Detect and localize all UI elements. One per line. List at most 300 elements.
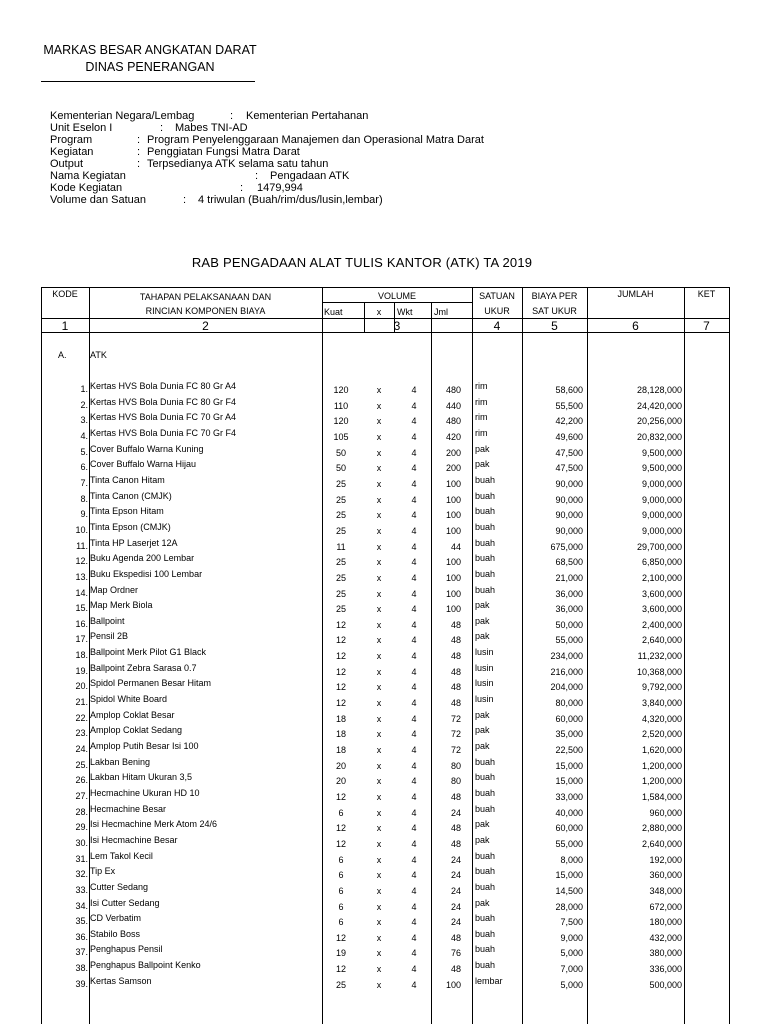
item-wkt: 4 xyxy=(411,510,417,521)
item-unit: rim xyxy=(475,412,488,423)
item-total: 1,200,000 xyxy=(641,760,682,771)
info-separator: : xyxy=(160,122,164,134)
item-price: 204,000 xyxy=(550,682,583,693)
item-price: 90,000 xyxy=(555,525,583,536)
item-price: 28,000 xyxy=(555,901,583,912)
item-kuat: 6 xyxy=(338,901,344,912)
item-total: 3,840,000 xyxy=(641,698,682,708)
item-wkt: 4 xyxy=(411,385,417,395)
header-wkt: Wkt xyxy=(397,307,413,317)
item-number: 31. xyxy=(75,853,88,864)
table-row xyxy=(41,602,730,618)
item-number: 3. xyxy=(80,415,88,426)
item-price: 58,600 xyxy=(555,385,583,395)
header-tahapan-1: TAHAPAN PELAKSANAAN DAN xyxy=(139,292,272,302)
info-value: 4 triwulan (Buah/rim/dus/lusin,lembar) xyxy=(198,194,383,206)
item-number: 5. xyxy=(80,446,88,457)
item-total: 9,792,000 xyxy=(641,682,682,693)
item-unit: buah xyxy=(475,506,496,517)
item-number: 6. xyxy=(80,462,88,473)
item-name: Hecmachine Besar xyxy=(90,803,167,814)
item-jml: 24 xyxy=(450,870,461,881)
item-kuat: 12 xyxy=(335,619,346,630)
item-number: 25. xyxy=(75,759,88,770)
item-x: x xyxy=(376,416,382,427)
item-kuat: 6 xyxy=(338,807,344,818)
item-price: 40,000 xyxy=(555,807,583,818)
item-unit: pak xyxy=(475,631,490,642)
item-x: x xyxy=(376,932,382,943)
table-row xyxy=(41,568,730,587)
item-total: 500,000 xyxy=(649,979,682,990)
item-wkt: 4 xyxy=(411,932,417,943)
item-jml: 80 xyxy=(450,760,461,771)
item-total: 9,000,000 xyxy=(641,525,682,536)
item-wkt: 4 xyxy=(411,494,417,505)
item-x: x xyxy=(376,744,382,755)
item-unit: pak xyxy=(475,819,490,830)
col-number-2: 2 xyxy=(202,319,209,333)
item-unit: pak xyxy=(475,834,490,845)
item-number: 15. xyxy=(75,603,88,614)
header-satuan-1: SATUAN xyxy=(479,291,515,301)
item-x: x xyxy=(376,604,382,615)
header-kode: KODE xyxy=(52,289,78,299)
item-name: Isi Hecmachine Besar xyxy=(90,834,178,845)
table-row xyxy=(41,615,730,634)
item-unit: pak xyxy=(475,709,490,720)
item-jml: 100 xyxy=(445,510,461,521)
item-number: 14. xyxy=(75,587,88,598)
item-unit: pak xyxy=(475,443,490,454)
item-total: 348,000 xyxy=(649,885,682,896)
item-total: 11,232,000 xyxy=(637,651,682,662)
item-unit: buah xyxy=(475,474,496,485)
header-x: x xyxy=(376,307,382,317)
item-number: 32. xyxy=(75,869,88,880)
item-wkt: 4 xyxy=(411,885,417,896)
item-wkt: 4 xyxy=(411,604,417,615)
item-price: 15,000 xyxy=(555,760,583,771)
table-top-border xyxy=(41,287,730,288)
item-kuat: 18 xyxy=(335,713,346,724)
item-kuat: 12 xyxy=(335,823,346,834)
item-jml: 72 xyxy=(450,744,461,755)
item-kuat: 25 xyxy=(335,494,346,505)
item-x: x xyxy=(376,791,382,802)
item-price: 35,000 xyxy=(555,729,583,740)
item-kuat: 25 xyxy=(335,557,346,568)
item-price: 55,500 xyxy=(555,400,583,411)
header-tahapan-2: RINCIAN KOMPONEN BIAYA xyxy=(145,306,266,316)
item-name: Kertas HVS Bola Dunia FC 80 Gr A4 xyxy=(90,381,237,391)
item-number: 22. xyxy=(75,712,88,723)
item-kuat: 12 xyxy=(335,791,346,802)
item-kuat: 12 xyxy=(335,932,346,943)
item-wkt: 4 xyxy=(411,948,417,959)
item-number: 19. xyxy=(75,665,88,676)
item-name: Penghapus Pensil xyxy=(90,944,163,955)
item-jml: 480 xyxy=(445,416,461,427)
header-volume: VOLUME xyxy=(377,291,416,301)
item-price: 49,600 xyxy=(555,431,583,442)
item-number: 4. xyxy=(80,430,88,441)
item-wkt: 4 xyxy=(411,854,417,865)
item-x: x xyxy=(376,838,382,849)
item-wkt: 4 xyxy=(411,416,417,427)
item-total: 9,500,000 xyxy=(641,447,682,458)
item-kuat: 18 xyxy=(335,729,346,740)
item-price: 90,000 xyxy=(555,510,583,521)
info-value: Program Penyelenggaraan Manajemen dan Operasional Matra Darat xyxy=(147,134,484,146)
item-kuat: 20 xyxy=(335,760,346,771)
item-wkt: 4 xyxy=(411,682,417,693)
item-wkt: 4 xyxy=(411,588,417,599)
item-x: x xyxy=(376,979,382,990)
item-x: x xyxy=(376,713,382,724)
item-total: 20,256,000 xyxy=(636,416,682,427)
item-number: 1. xyxy=(80,384,88,394)
item-wkt: 4 xyxy=(411,870,417,881)
item-jml: 24 xyxy=(450,917,461,928)
item-kuat: 6 xyxy=(338,870,344,881)
table-row xyxy=(41,975,730,994)
item-kuat: 6 xyxy=(338,885,344,896)
item-wkt: 4 xyxy=(411,917,417,928)
item-price: 21,000 xyxy=(555,572,583,583)
item-total: 2,640,000 xyxy=(641,635,682,646)
item-x: x xyxy=(376,400,382,411)
item-price: 47,500 xyxy=(555,463,583,474)
item-jml: 48 xyxy=(450,698,461,708)
section-row xyxy=(41,350,730,366)
item-name: Amplop Coklat Besar xyxy=(90,709,175,720)
item-name: Hecmachine Ukuran HD 10 xyxy=(90,787,200,798)
info-label: Volume dan Satuan xyxy=(50,194,147,206)
col-number-6: 6 xyxy=(632,319,639,333)
item-x: x xyxy=(376,463,382,474)
header-jumlah: JUMLAH xyxy=(617,289,654,299)
item-kuat: 19 xyxy=(335,948,346,959)
info-label: Output xyxy=(50,158,84,170)
item-x: x xyxy=(376,510,382,521)
item-jml: 480 xyxy=(445,385,461,395)
item-x: x xyxy=(376,807,382,818)
item-x: x xyxy=(376,619,382,630)
item-price: 36,000 xyxy=(555,588,583,599)
item-number: 17. xyxy=(75,634,88,645)
item-price: 68,500 xyxy=(555,557,583,568)
header-kuat: Kuat xyxy=(324,307,343,317)
table-row xyxy=(41,897,730,916)
item-jml: 24 xyxy=(450,885,461,896)
item-number: 26. xyxy=(75,775,88,786)
item-wkt: 4 xyxy=(411,635,417,646)
item-x: x xyxy=(376,917,382,928)
info-separator: : xyxy=(183,194,187,206)
item-wkt: 4 xyxy=(411,838,417,849)
item-x: x xyxy=(376,541,382,552)
item-number: 30. xyxy=(75,837,88,848)
item-number: 18. xyxy=(75,650,88,661)
info-value: Terpsedianya ATK selama satu tahun xyxy=(147,158,329,170)
info-value: Pengadaan ATK xyxy=(270,170,350,182)
item-total: 3,600,000 xyxy=(641,604,682,615)
item-name: Tinta Canon (CMJK) xyxy=(90,490,172,501)
col-number-5: 5 xyxy=(551,319,558,333)
info-separator: : xyxy=(230,110,234,122)
item-unit: buah xyxy=(475,944,496,955)
col-number-3: 3 xyxy=(393,319,401,333)
item-unit: lusin xyxy=(475,662,494,673)
section-code: A. xyxy=(58,350,67,360)
item-total: 29,700,000 xyxy=(636,541,682,552)
item-x: x xyxy=(376,635,382,646)
item-kuat: 50 xyxy=(335,463,346,474)
item-price: 50,000 xyxy=(555,619,583,630)
item-total: 9,500,000 xyxy=(641,463,682,474)
item-wkt: 4 xyxy=(411,979,417,990)
item-wkt: 4 xyxy=(411,619,417,630)
item-jml: 72 xyxy=(450,729,461,740)
item-number: 35. xyxy=(75,916,88,927)
col-number-4: 4 xyxy=(493,319,501,333)
item-jml: 48 xyxy=(450,666,461,677)
item-unit: rim xyxy=(475,381,488,391)
item-name: Tinta Canon Hitam xyxy=(90,474,165,485)
item-name: Kertas HVS Bola Dunia FC 70 Gr F4 xyxy=(90,427,237,438)
item-jml: 100 xyxy=(445,572,461,583)
item-unit: buah xyxy=(475,568,496,579)
item-total: 24,420,000 xyxy=(636,400,682,411)
item-total: 180,000 xyxy=(649,917,682,928)
table-row xyxy=(41,850,730,869)
item-kuat: 12 xyxy=(335,651,346,662)
item-jml: 48 xyxy=(450,635,461,646)
item-total: 9,000,000 xyxy=(641,510,682,521)
item-total: 4,320,000 xyxy=(641,713,682,724)
item-kuat: 120 xyxy=(333,385,349,395)
item-x: x xyxy=(376,901,382,912)
item-price: 90,000 xyxy=(555,478,583,489)
item-total: 2,880,000 xyxy=(641,823,682,834)
item-unit: buah xyxy=(475,881,496,892)
item-unit: buah xyxy=(475,850,496,861)
item-number: 11. xyxy=(76,540,88,551)
item-jml: 80 xyxy=(450,776,461,787)
item-number: 13. xyxy=(75,571,88,582)
item-number: 28. xyxy=(75,806,88,817)
item-total: 336,000 xyxy=(649,964,682,975)
item-jml: 24 xyxy=(450,901,461,912)
item-x: x xyxy=(376,776,382,787)
item-total: 380,000 xyxy=(649,948,682,959)
item-jml: 440 xyxy=(445,400,461,411)
item-jml: 48 xyxy=(450,791,461,802)
item-number: 23. xyxy=(75,728,88,739)
item-jml: 48 xyxy=(450,838,461,849)
item-jml: 100 xyxy=(445,478,461,489)
item-jml: 200 xyxy=(445,463,461,474)
org-underline xyxy=(41,81,255,82)
item-wkt: 4 xyxy=(411,744,417,755)
item-x: x xyxy=(376,557,382,568)
item-wkt: 4 xyxy=(411,901,417,912)
item-kuat: 11 xyxy=(336,541,346,552)
volume-sub-border xyxy=(322,302,472,303)
info-separator: : xyxy=(137,146,141,158)
info-label: Nama Kegiatan xyxy=(50,170,126,182)
item-number: 34. xyxy=(75,900,88,911)
info-label: Kode Kegiatan xyxy=(50,182,123,194)
item-unit: buah xyxy=(475,787,496,798)
item-unit: lusin xyxy=(475,694,494,704)
item-unit: pak xyxy=(475,600,490,611)
item-name: Pensil 2B xyxy=(90,631,129,642)
item-name: Kertas HVS Bola Dunia FC 80 Gr F4 xyxy=(90,396,237,407)
item-name: Tip Ex xyxy=(90,866,116,877)
item-total: 192,000 xyxy=(649,854,682,865)
info-separator: : xyxy=(255,170,259,182)
item-name: Spidol Permanen Besar Hitam xyxy=(90,678,212,689)
item-name: Cutter Sedang xyxy=(90,881,149,892)
item-wkt: 4 xyxy=(411,791,417,802)
col-number-1: 1 xyxy=(61,319,69,333)
item-name: Ballpoint xyxy=(90,615,125,626)
item-x: x xyxy=(376,572,382,583)
table-row xyxy=(41,915,730,931)
item-wkt: 4 xyxy=(411,478,417,489)
item-name: Isi Hecmachine Merk Atom 24/6 xyxy=(90,819,218,830)
item-number: 9. xyxy=(80,509,88,520)
item-name: Isi Cutter Sedang xyxy=(90,897,160,908)
item-wkt: 4 xyxy=(411,447,417,458)
item-price: 15,000 xyxy=(555,870,583,881)
info-value: Mabes TNI-AD xyxy=(175,122,248,134)
item-x: x xyxy=(376,885,382,896)
item-wkt: 4 xyxy=(411,964,417,975)
item-number: 39. xyxy=(75,978,88,989)
info-label: Program xyxy=(50,134,93,146)
item-number: 38. xyxy=(75,963,88,974)
item-unit: buah xyxy=(475,913,496,924)
item-unit: buah xyxy=(475,866,496,877)
item-number: 12. xyxy=(75,556,88,567)
item-price: 14,500 xyxy=(555,885,583,896)
item-kuat: 25 xyxy=(335,979,346,990)
item-wkt: 4 xyxy=(411,651,417,662)
item-wkt: 4 xyxy=(411,666,417,677)
item-price: 22,500 xyxy=(555,744,583,755)
item-x: x xyxy=(376,588,382,599)
item-price: 60,000 xyxy=(555,713,583,724)
info-label: Unit Eselon I xyxy=(50,122,113,134)
item-x: x xyxy=(376,494,382,505)
item-price: 80,000 xyxy=(555,698,583,708)
item-number: 21. xyxy=(75,697,88,707)
document-title: RAB PENGADAAN ALAT TULIS KANTOR (ATK) TA 2019 xyxy=(191,255,533,270)
item-name: Ballpoint Merk Pilot G1 Black xyxy=(90,647,207,658)
item-kuat: 18 xyxy=(335,744,346,755)
info-value: 1479,994 xyxy=(257,182,303,194)
info-separator: : xyxy=(137,158,141,170)
org-line-1: MARKAS BESAR ANGKATAN DARAT xyxy=(43,43,257,57)
item-total: 360,000 xyxy=(649,870,682,881)
item-name: Tinta Epson (CMJK) xyxy=(90,521,171,532)
item-jml: 100 xyxy=(445,588,461,599)
item-kuat: 110 xyxy=(333,400,349,411)
item-number: 29. xyxy=(75,822,88,833)
header-jml: Jml xyxy=(434,307,448,317)
item-name: Stabilo Boss xyxy=(90,928,141,939)
item-name: Lakban Bening xyxy=(90,756,151,767)
item-unit: pak xyxy=(475,725,490,736)
info-separator: : xyxy=(137,134,141,146)
item-jml: 44 xyxy=(450,541,461,552)
item-name: Map Merk Biola xyxy=(90,600,153,611)
item-kuat: 6 xyxy=(338,917,344,928)
item-name: Buku Agenda 200 Lembar xyxy=(90,553,195,564)
item-jml: 48 xyxy=(450,619,461,630)
item-unit: buah xyxy=(475,756,496,767)
item-total: 1,200,000 xyxy=(641,776,682,787)
item-x: x xyxy=(376,385,382,395)
item-unit: buah xyxy=(475,584,496,595)
item-total: 432,000 xyxy=(649,932,682,943)
item-wkt: 4 xyxy=(411,572,417,583)
item-number: 2. xyxy=(80,399,88,410)
item-x: x xyxy=(376,823,382,834)
item-price: 9,000 xyxy=(560,932,583,943)
item-total: 20,832,000 xyxy=(636,431,682,442)
item-price: 55,000 xyxy=(555,635,583,646)
item-jml: 100 xyxy=(445,604,461,615)
item-total: 2,520,000 xyxy=(641,729,682,740)
item-wkt: 4 xyxy=(411,541,417,552)
item-total: 1,584,000 xyxy=(641,791,682,802)
item-wkt: 4 xyxy=(411,400,417,411)
item-jml: 48 xyxy=(450,823,461,834)
header-ket: KET xyxy=(697,289,716,299)
item-total: 2,640,000 xyxy=(641,838,682,849)
item-name: Cover Buffalo Warna Kuning xyxy=(90,443,204,454)
item-price: 15,000 xyxy=(555,776,583,787)
item-name: CD Verbatim xyxy=(90,913,142,924)
item-total: 672,000 xyxy=(649,901,682,912)
item-price: 675,000 xyxy=(550,541,583,552)
item-jml: 76 xyxy=(450,948,461,959)
item-x: x xyxy=(376,651,382,662)
item-jml: 48 xyxy=(450,651,461,662)
info-value: Penggiatan Fungsi Matra Darat xyxy=(147,146,300,158)
item-total: 2,400,000 xyxy=(641,619,682,630)
item-kuat: 105 xyxy=(333,431,349,442)
item-unit: buah xyxy=(475,772,496,783)
item-total: 9,000,000 xyxy=(641,494,682,505)
item-unit: buah xyxy=(475,960,496,971)
item-number: 37. xyxy=(75,947,88,958)
item-total: 9,000,000 xyxy=(641,478,682,489)
item-price: 7,000 xyxy=(560,964,583,975)
item-unit: buah xyxy=(475,537,496,548)
item-name: Kertas HVS Bola Dunia FC 70 Gr A4 xyxy=(90,412,237,423)
item-kuat: 50 xyxy=(335,447,346,458)
org-line-2: DINAS PENERANGAN xyxy=(85,60,215,74)
item-jml: 100 xyxy=(445,494,461,505)
item-x: x xyxy=(376,870,382,881)
item-jml: 72 xyxy=(450,713,461,724)
item-unit: lusin xyxy=(475,647,494,658)
